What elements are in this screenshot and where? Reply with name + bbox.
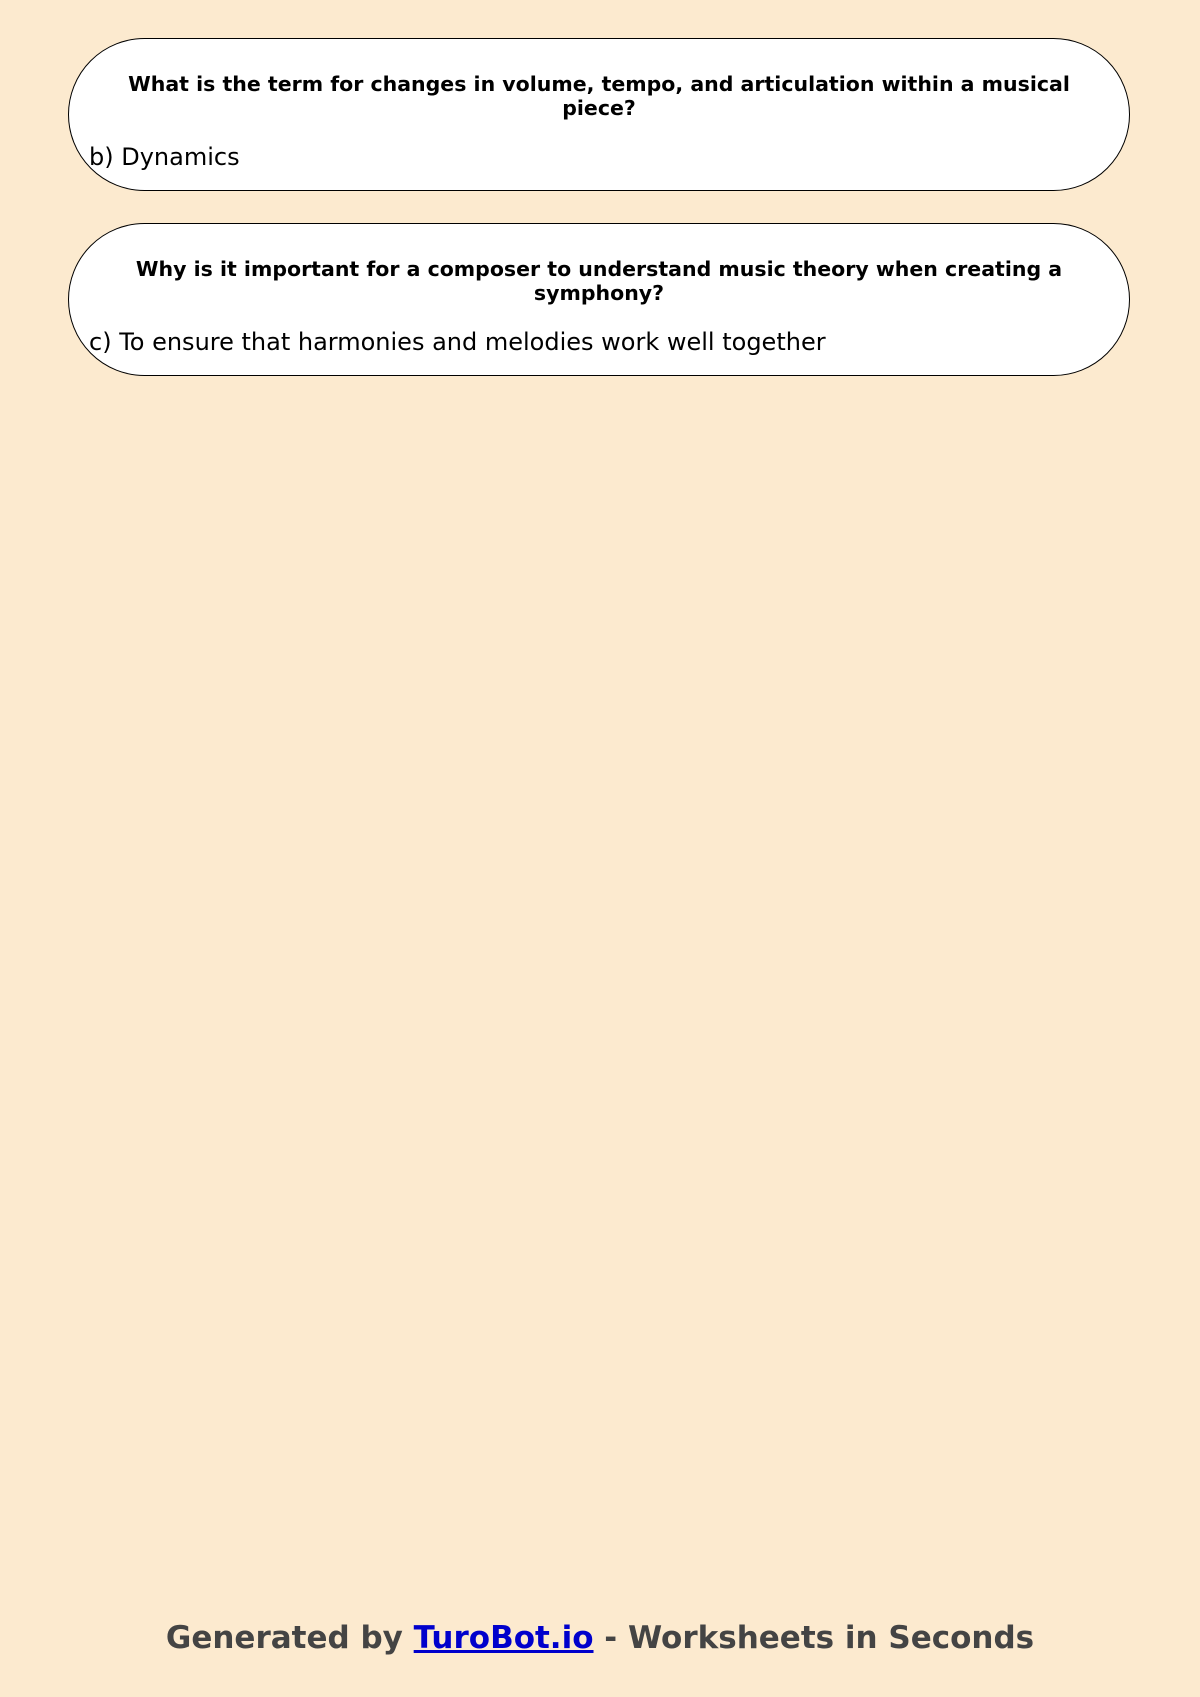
question-card	[68, 223, 1130, 376]
answer-text: b) Dynamics	[89, 143, 240, 171]
turobot-link[interactable]: TuroBot.io	[413, 1620, 594, 1656]
footer-prefix: Generated by	[165, 1620, 414, 1656]
question-card	[68, 38, 1130, 191]
footer-suffix: - Worksheets in Seconds	[593, 1620, 1035, 1656]
footer-credit	[0, 1618, 1200, 1658]
question-text: What is the term for changes in volume, tempo, and articulation within a musical piece?	[128, 72, 1070, 120]
question-text: Why is it important for a composer to understand music theory when creating a symphony?	[135, 257, 1063, 305]
answer-text: c) To ensure that harmonies and melodies work well together	[89, 328, 826, 356]
